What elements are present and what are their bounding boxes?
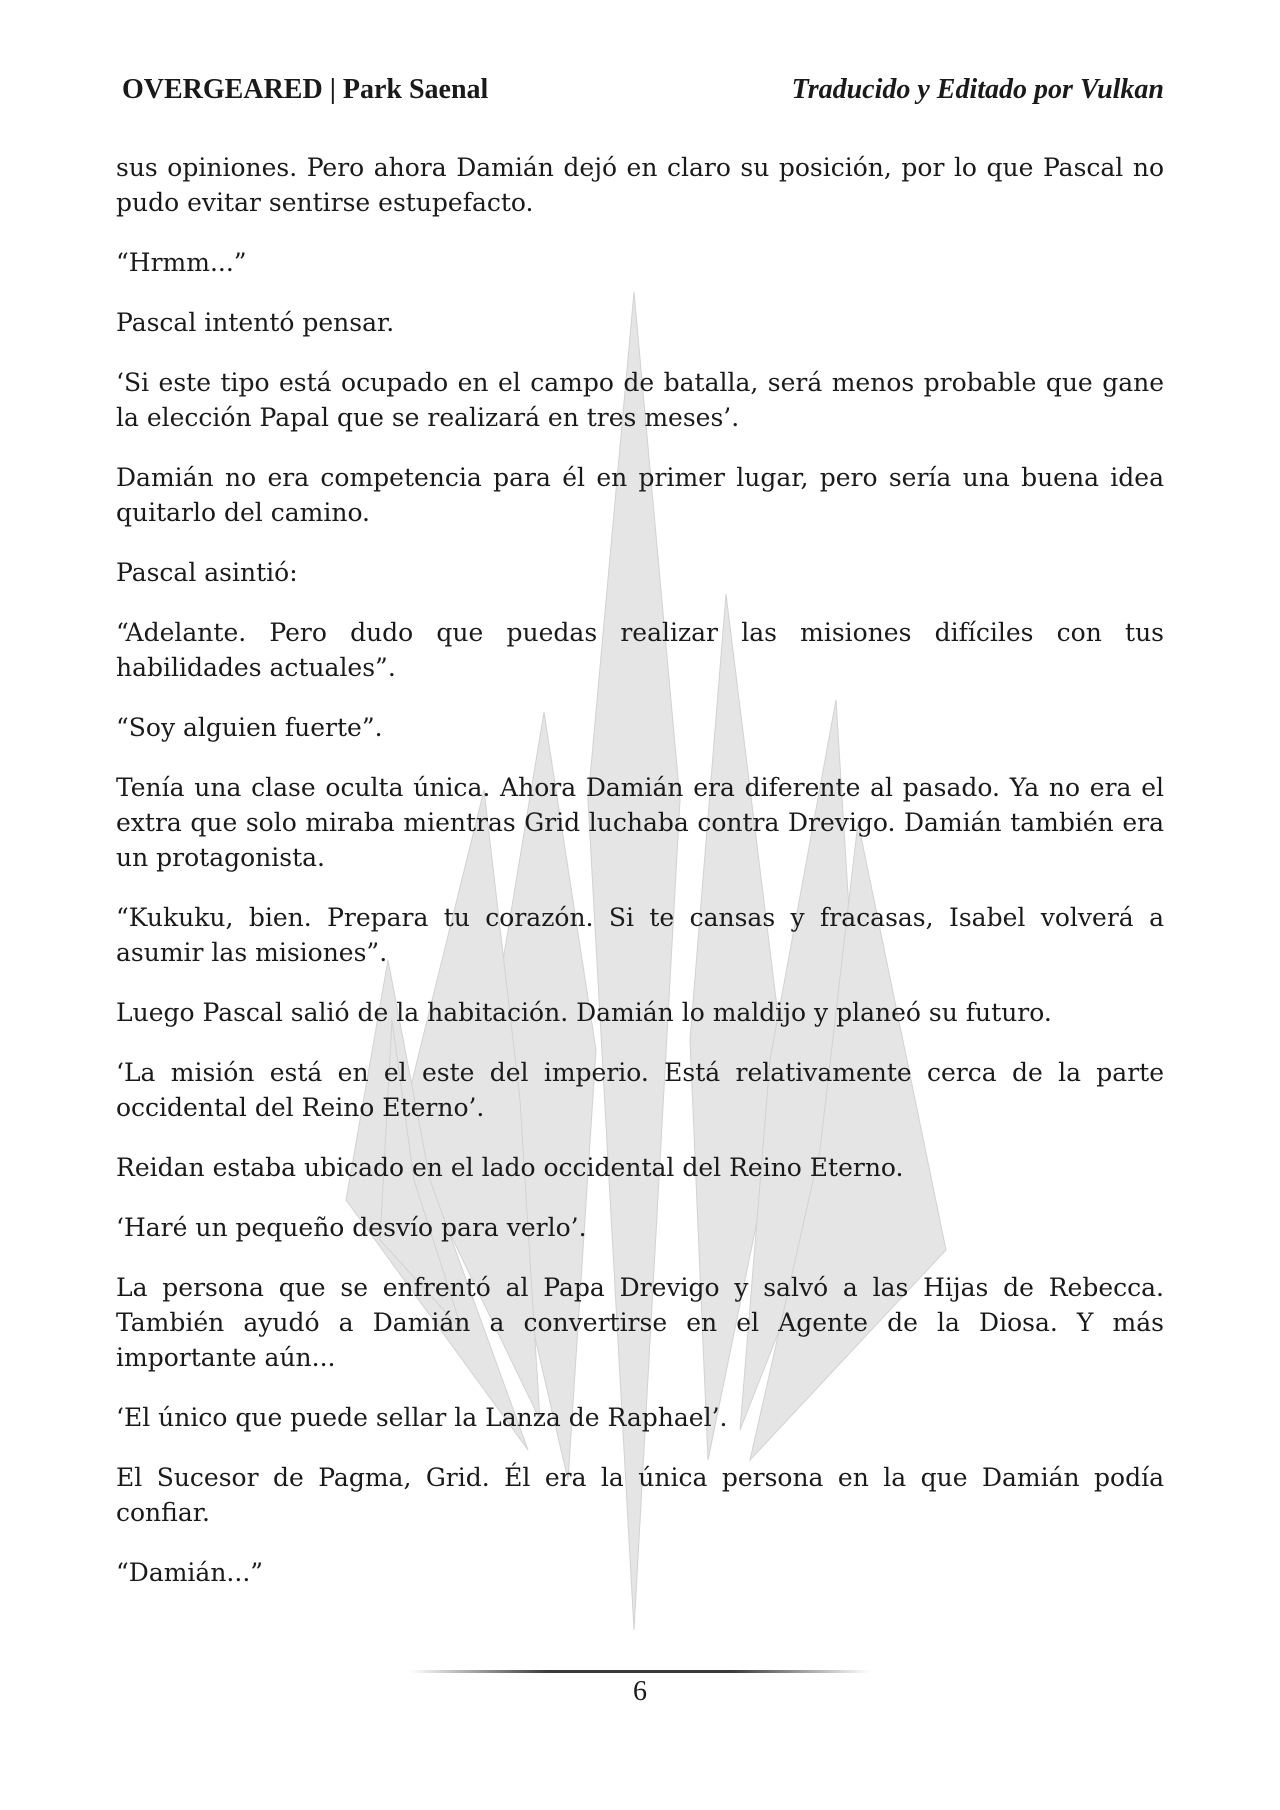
page-header (122, 74, 1164, 114)
paragraph: Tenía una clase oculta única. Ahora Damián era diferente al pasado. Ya no era el extra que solo miraba mientras Grid luchaba contra Drevigo. Damián también era un protagonista. (116, 773, 1164, 872)
paragraph: Damián no era competencia para él en primer lugar, pero sería una buena idea quitarlo del camino. (116, 463, 1164, 527)
paragraph: Pascal asintió: (116, 558, 298, 587)
paragraph: ‘Si este tipo está ocupado en el campo de batalla, será menos probable que gane la elección Papal que se realizará en tres meses’. (116, 368, 1164, 432)
paragraph: ‘El único que puede sellar la Lanza de Raphael’. (116, 1403, 728, 1432)
paragraph: Luego Pascal salió de la habitación. Damián lo maldijo y planeó su futuro. (116, 998, 1052, 1027)
paragraph: “Kukuku, bien. Prepara tu corazón. Si te cansas y fracasas, Isabel volverá a asumir las misiones”. (116, 903, 1164, 967)
paragraph: Reidan estaba ubicado en el lado occidental del Reino Eterno. (116, 1153, 904, 1182)
header-book-title: OVERGEARED | Park Saenal (122, 74, 489, 105)
paragraph: Pascal intentó pensar. (116, 308, 395, 337)
footer-divider (410, 1670, 870, 1673)
chapter-body (116, 150, 1164, 1615)
paragraph: “Adelante. Pero dudo que puedas realizar las misiones difíciles con tus habilidades actuales”. (116, 618, 1164, 682)
paragraph: “Damián...” (116, 1558, 264, 1587)
paragraph: ‘Haré un pequeño desvío para verlo’. (116, 1213, 587, 1242)
page-number: 6 (633, 1676, 647, 1707)
paragraph: “Hrmm...” (116, 248, 247, 277)
header-translator-credit: Traducido y Editado por Vulkan (791, 74, 1164, 105)
paragraph: La persona que se enfrentó al Papa Drevigo y salvó a las Hijas de Rebecca. También ayudó a Damián a convertirse en el Agente de la Diosa. Y más importante aún... (116, 1273, 1164, 1372)
paragraph: “Soy alguien fuerte”. (116, 713, 383, 742)
paragraph: ‘La misión está en el este del imperio. Está relativamente cerca de la parte occidental del Reino Eterno’. (116, 1058, 1164, 1122)
paragraph: El Sucesor de Pagma, Grid. Él era la única persona en la que Damián podía confiar. (116, 1463, 1164, 1527)
paragraph: sus opiniones. Pero ahora Damián dejó en claro su posición, por lo que Pascal no pudo evitar sentirse estupefacto. (116, 153, 1164, 217)
